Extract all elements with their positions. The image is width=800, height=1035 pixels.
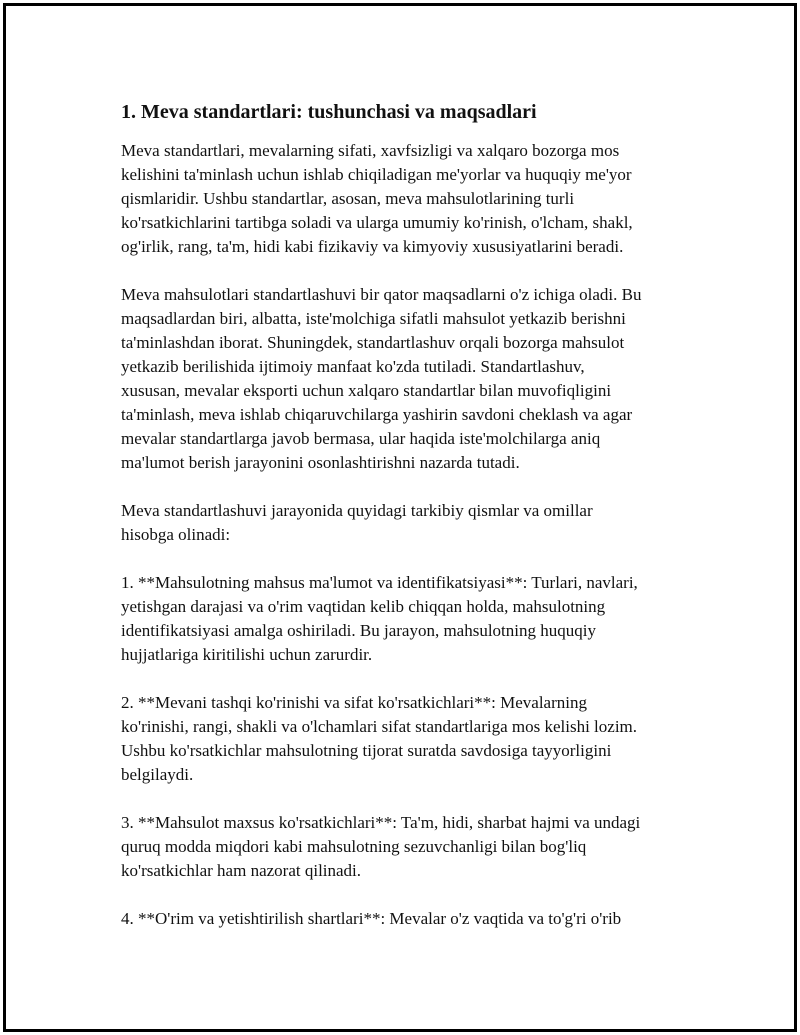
list-item-4: [121, 907, 701, 931]
text-line: ma'lumot berish jarayonini osonlashtirishni nazarda tutadi.: [121, 453, 520, 472]
list-item-1: [121, 571, 701, 667]
text-line: xususan, mevalar eksporti uchun xalqaro standartlar bilan muvofiqligini: [121, 381, 612, 400]
text-line: Meva standartlari, mevalarning sifati, xavfsizligi va xalqaro bozorga mos: [121, 141, 620, 160]
page-frame: [3, 3, 797, 1032]
text-line: ko'rsatkichlarini tartibga soladi va ularga umumiy ko'rinish, o'lcham, shakl,: [121, 213, 633, 232]
text-line: maqsadlardan biri, albatta, iste'molchiga sifatli mahsulot yetkazib berishni: [121, 309, 626, 328]
text-line: ko'rinishi, rangi, shakli va o'lchamlari sifat standartlariga mos kelishi lozim.: [121, 717, 638, 736]
text-line: kelishini ta'minlash uchun ishlab chiqiladigan me'yorlar va huquqiy me'yor: [121, 165, 632, 184]
text-line: belgilaydi.: [121, 765, 194, 784]
text-line: ta'minlashdan iborat. Shuningdek, standartlashuv orqali bozorga mahsulot: [121, 333, 625, 352]
text-line: Ushbu ko'rsatkichlar mahsulotning tijorat suratda savdosiga tayyorligini: [121, 741, 612, 760]
document-body: [121, 99, 701, 955]
text-line: ta'minlash, meva ishlab chiqaruvchilarga yashirin savdoni cheklash va agar: [121, 405, 633, 424]
text-line: mevalar standartlarga javob bermasa, ular haqida iste'molchilarga aniq: [121, 429, 601, 448]
text-line: qismlaridir. Ushbu standartlar, asosan, meva mahsulotlarining turli: [121, 189, 575, 208]
text-line: 4. **O'rim va yetishtirilish shartlari**: Mevalar o'z vaqtida va to'g'ri o'rib: [121, 909, 622, 928]
text-line: Meva mahsulotlari standartlashuvi bir qator maqsadlarni o'z ichiga oladi. Bu: [121, 285, 642, 304]
paragraph-components-intro: [121, 499, 701, 547]
text-line: og'irlik, rang, ta'm, hidi kabi fizikaviy va kimyoviy xususiyatlarini beradi.: [121, 237, 624, 256]
text-line: hisobga olinadi:: [121, 525, 231, 544]
text-line: hujjatlariga kiritilishi uchun zarurdir.: [121, 645, 373, 664]
paragraph-goals: [121, 283, 701, 475]
text-line: yetishgan darajasi va o'rim vaqtidan kelib chiqqan holda, mahsulotning: [121, 597, 606, 616]
text-line: 2. **Mevani tashqi ko'rinishi va sifat ko'rsatkichlari**: Mevalarning: [121, 693, 587, 712]
list-item-2: [121, 691, 701, 787]
text-line: quruq modda miqdori kabi mahsulotning sezuvchanligi bilan bog'liq: [121, 837, 587, 856]
section-heading: 1. Meva standartlari: tushunchasi va maqsadlari: [121, 101, 537, 123]
text-line: 3. **Mahsulot maxsus ko'rsatkichlari**: Ta'm, hidi, sharbat hajmi va undagi: [121, 813, 641, 832]
text-line: yetkazib berilishida ijtimoiy manfaat ko'zda tutiladi. Standartlashuv,: [121, 357, 585, 376]
text-line: Meva standartlashuvi jarayonida quyidagi tarkibiy qismlar va omillar: [121, 501, 593, 520]
paragraph-intro: [121, 139, 701, 259]
list-item-3: [121, 811, 701, 883]
text-line: identifikatsiyasi amalga oshiriladi. Bu jarayon, mahsulotning huquqiy: [121, 621, 596, 640]
text-line: 1. **Mahsulotning mahsus ma'lumot va identifikatsiyasi**: Turlari, navlari,: [121, 573, 638, 592]
text-line: ko'rsatkichlar ham nazorat qilinadi.: [121, 861, 362, 880]
